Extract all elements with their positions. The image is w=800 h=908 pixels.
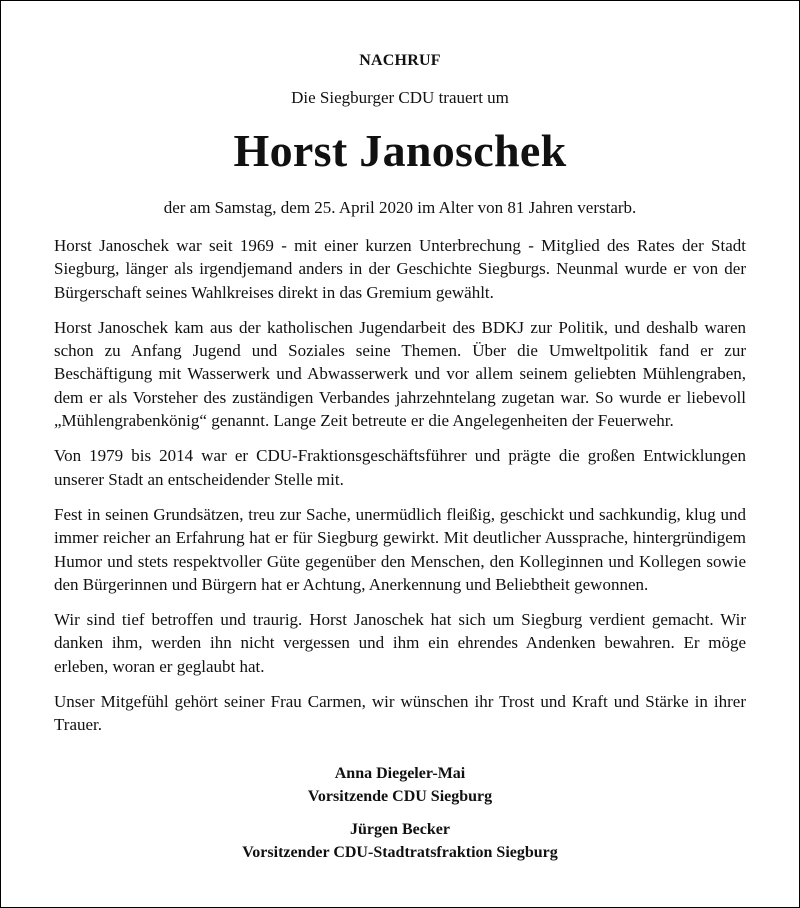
- intro-line: Die Siegburger CDU trauert um: [291, 88, 509, 107]
- paragraph-council-membership: Horst Janoschek war seit 1969 - mit einer kurzen Unterbrechung - Mitglied des Rates der Stadt Siegburg, länger als irgendjemand anders in der Geschichte Siegburgs. Neunmal wurde er von der Bürgerschaft seines Wahlkreises direkt in das Gremium gewählt.: [54, 236, 746, 302]
- paragraph-condolence: Wir sind tief betroffen und traurig. Horst Janoschek hat sich um Siegburg verdient gemacht. Wir danken ihm, werden ihn nicht vergessen und ihm ein ehrendes Andenken bewahren. Er möge erleben, woran er geglaubt hat.: [54, 610, 746, 676]
- paragraph-faction-manager: Von 1979 bis 2014 war er CDU-Fraktionsgeschäftsführer und prägte die großen Entwicklungen unserer Stadt an entscheidender Stelle mit.: [54, 446, 746, 489]
- paragraph-sympathy: Unser Mitgefühl gehört seiner Frau Carmen, wir wünschen ihr Trost und Kraft und Stärke in ihrer Trauer.: [54, 692, 746, 735]
- signatory-role: Vorsitzender CDU-Stadtratsfraktion Siegburg: [242, 844, 558, 861]
- deceased-name: Horst Janoschek: [233, 125, 567, 176]
- death-date-line: der am Samstag, dem 25. April 2020 im Alter von 81 Jahren verstarb.: [163, 198, 637, 217]
- paragraph-character: Fest in seinen Grundsätzen, treu zur Sache, unermüdlich fleißig, geschickt und sachkundig, klug und immer reicher an Erfahrung hat er für Siegburg gewirkt. Mit deutlicher Aussprache, hintergründigem Humor und stets respektvoller Güte gegenüber den Menschen, den Kolleginnen und Kollegen sowie den Bürgerinnen und Bürgern hat er Achtung, Anerkennung und Beliebtheit gewonnen.: [54, 504, 746, 594]
- signatory-name: Anna Diegeler-Mai: [334, 765, 466, 782]
- paragraph-political-background: Horst Janoschek kam aus der katholischen Jugendarbeit des BDKJ zur Politik, und deshalb waren schon zu Anfang Jugend und Soziales seine Themen. Über die Umweltpolitik fand er zur Beschäftigung mit Wasserwerk und Abwasserwerk und vor allem seinem geliebten Mühlengraben, dem er als Vorsteher des zuständigen Verbandes jahrzehntelang zugetan war. So wurde er liebevoll „Mühlengrabenkönig“ genannt. Lange Zeit betreute er die Angelegenheiten der Feuerwehr.: [54, 317, 746, 431]
- signatory-role: Vorsitzende CDU Siegburg: [307, 788, 493, 805]
- obituary-label: NACHRUF: [359, 52, 441, 69]
- obituary-body: [54, 234, 746, 749]
- signatory-name: Jürgen Becker: [350, 821, 450, 838]
- signature-block: [54, 762, 746, 808]
- signatures: [54, 762, 746, 874]
- signature-block: [54, 818, 746, 864]
